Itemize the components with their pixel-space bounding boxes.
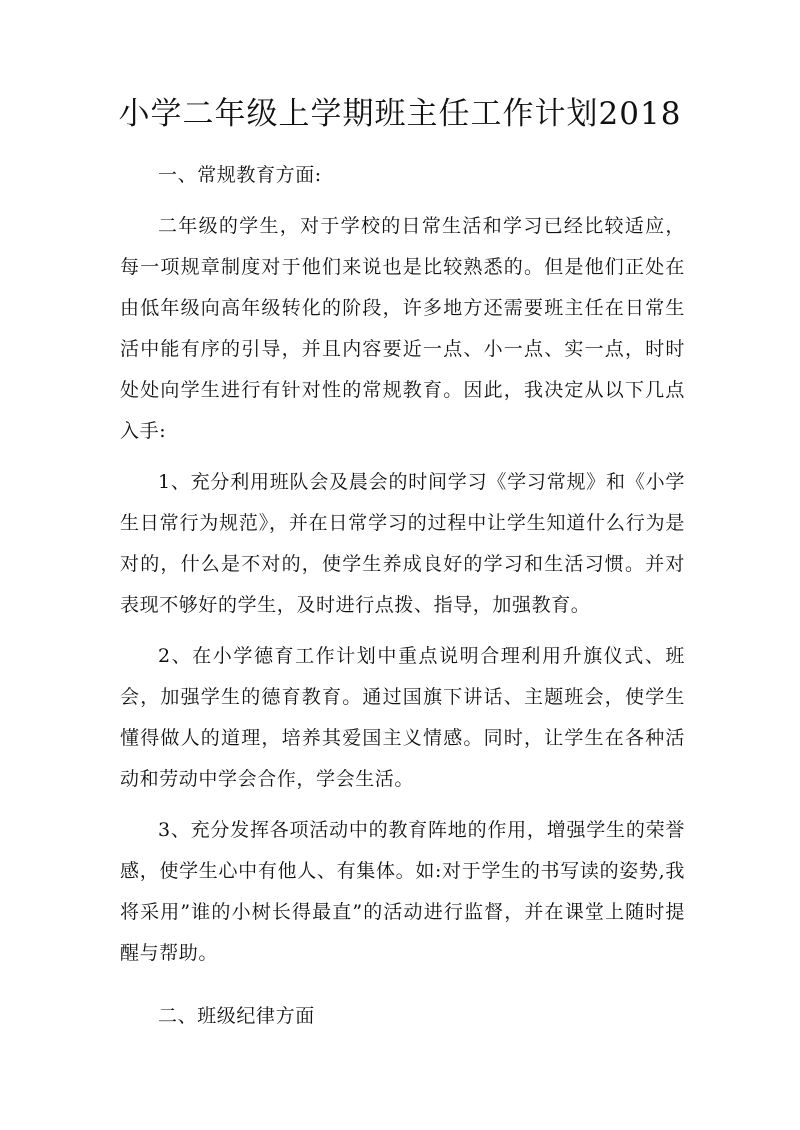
paragraph-intro: 二年级的学生，对于学校的日常生活和学习已经比较适应，每一项规章制度对于他们来说也是比较熟悉的。但是他们正处在由低年级向高年级转化的阶段，许多地方还需要班主任在日常生活中能有序的引导，并且内容要近一点、小一点、实一点，时时处处向学生进行有针对性的常规教育。因此，我决定从以下几点入手: [120, 215, 685, 442]
paragraph-item-1: 1、充分利用班队会及晨会的时间学习《学习常规》和《小学生日常行为规范》，并在日常学习的过程中让学生知道什么行为是对的，什么是不对的，使学生养成良好的学习和生活习惯。并对表现不够好的学生，及时进行点拨、指导，加强教育。 [120, 471, 685, 616]
document-body [120, 155, 685, 1047]
paragraph-item-3: 3、充分发挥各项活动中的教育阵地的作用，增强学生的荣誉感，使学生心中有他人、有集体。如:对于学生的书写读的姿势,我将采用”谁的小树长得最直”的活动进行监督，并在课堂上随时提醒与帮助。 [120, 819, 685, 964]
document-title: 小学二年级上学期班主任工作计划2018 [118, 96, 682, 132]
section-heading-class-discipline: 二、班级纪律方面 [158, 1005, 315, 1027]
paragraph-item-2: 2、在小学德育工作计划中重点说明合理利用升旗仪式、班会，加强学生的德育教育。通过国旗下讲话、主题班会，使学生懂得做人的道理，培养其爱国主义情感。同时，让学生在各种活动和劳动中学会合作，学会生活。 [120, 645, 685, 790]
section-heading-routine-education: 一、常规教育方面: [158, 164, 322, 186]
